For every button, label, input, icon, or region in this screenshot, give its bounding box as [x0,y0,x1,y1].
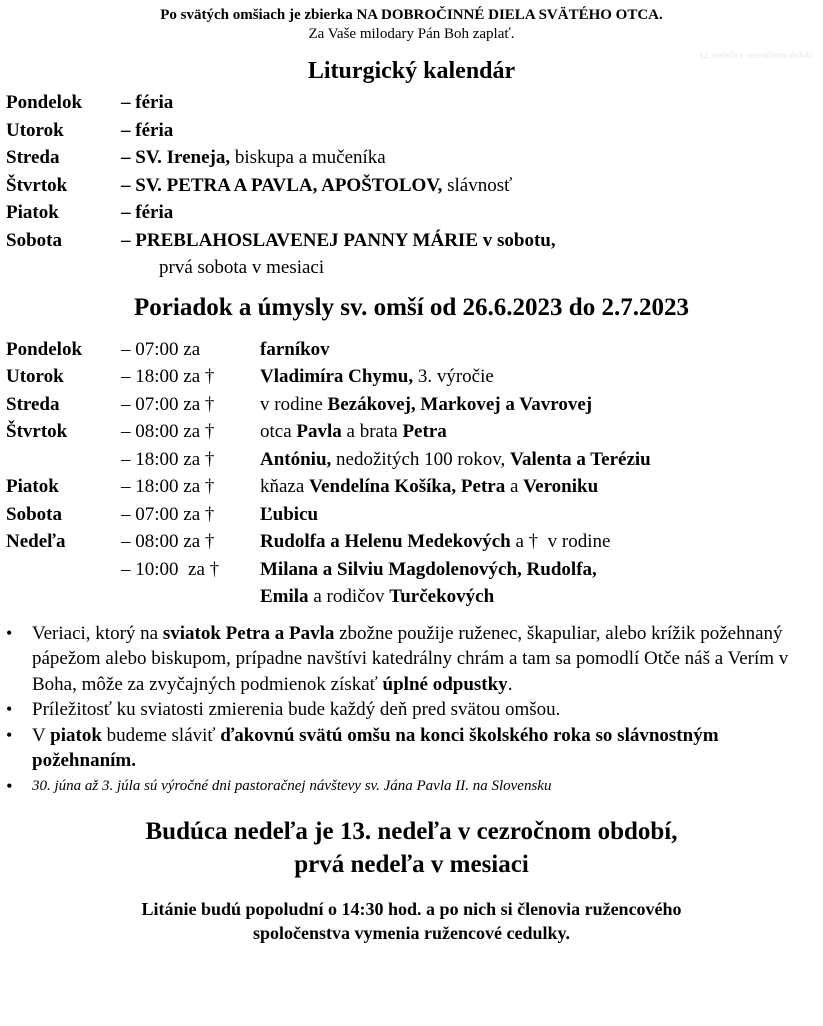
mass-time: – 07:00 za † [121,393,215,415]
litanie-line: spoločenstva vymenia ružencové cedulky. [253,923,570,943]
calendar-entry-text: – SV. PETRA A PAVLA, APOŠTOLOV, [121,174,443,196]
mass-intention [260,446,651,474]
mass-intention-text: Veroniku [523,476,599,497]
mass-intention-text: Emila [260,586,309,607]
mass-schedule [0,336,823,611]
mass-intention-text: kňaza [260,476,310,497]
day-label: Utorok [6,366,64,387]
day-label: Sobota [6,503,62,525]
collection-purpose: NA DOBROČINNÉ DIELA SVÄTÉHO OTCA. [356,7,663,23]
collection-prefix: Po svätých omšiach je zbierka [160,7,357,23]
calendar-row [0,117,823,145]
announcements-list [0,621,823,800]
mass-time: – 18:00 za † [121,366,215,387]
mass-intention-text: Pavla [296,421,342,442]
mass-title: Poriadok a úmysly sv. omší od 26.6.2023 do 2.7.2023 [134,293,689,321]
calendar-row [0,89,823,117]
day-label: Streda [6,393,60,415]
mass-intention-text: Petra [402,421,447,442]
mass-time: – 07:00 za † [121,503,215,525]
day-label: Nedeľa [6,531,66,552]
mass-intention [260,583,494,611]
mass-intention [260,473,598,501]
calendar-entry-text: biskupa a mučeníka [230,147,386,168]
calendar-title: Liturgický kalendár [307,58,516,84]
announcement-text: V [32,724,51,746]
mass-intention [260,501,318,529]
calendar-entry [121,89,173,117]
mass-time: – 10:00 za † [121,558,220,580]
litanie-notice [0,897,823,945]
mass-row [0,391,823,419]
day-label: Utorok [6,119,64,141]
calendar-entry [121,117,173,145]
calendar-entry [121,227,556,255]
mass-time: – 18:00 za † [121,476,215,497]
mass-row [0,528,823,556]
calendar-entry-text: – féria [121,92,174,113]
thanks-line: Za Vaše milodary Pán Boh zaplať. [308,26,515,42]
mass-row [0,336,823,364]
mass-row [0,501,823,529]
next-sunday-line: Budúca nedeľa je 13. nedeľa v cezročnom období, [145,818,678,845]
announcement-text: Príležitosť ku sviatosti zmierenia bude každý deň pred svätou omšou. [32,699,561,720]
announcement-item [4,723,811,774]
mass-time: – 08:00 za † [121,421,215,442]
mass-intention [260,528,610,556]
mass-intention-text: Turčekových [389,586,495,607]
day-label: Štvrtok [6,174,68,196]
announcement-text: 30. júna až 3. júla sú výročné dni pastoračnej návštevy sv. Jána Pavla II. na Slovensku [32,777,552,794]
mass-row [0,583,823,611]
mass-intention-text: nedožitých 100 rokov, [331,448,510,470]
day-label: Pondelok [6,338,83,360]
liturgical-calendar [0,89,823,282]
announcement-text: . [507,673,513,695]
calendar-row [0,144,823,172]
mass-intention-text: Valenta a Teréziu [509,448,651,470]
watermark-text: 12. nedeľa v cezročnom období [699,50,813,60]
announcement-text: úplné odpustky [382,673,508,695]
calendar-entry-text: prvá sobota v mesiaci [121,257,325,278]
announcement-item [4,774,811,800]
mass-row [0,446,823,474]
mass-intention-text: Antóniu, [260,448,332,470]
calendar-row [0,172,823,200]
mass-intention-text: Bezákovej, Markovej a Vavrovej [327,393,593,415]
collection-notice [0,0,823,44]
calendar-entry [121,144,386,172]
mass-time: – 07:00 za [121,338,201,360]
mass-intention-text: a † v rodine [510,531,611,552]
calendar-entry [121,254,324,282]
day-label: Pondelok [6,92,83,113]
announcement-text: zbožne použije ruženec, škapuliar, alebo krížik požehnaný pápežom alebo biskupom, prípadne navštívi katedrálny chrám a tam sa pomodlí Otče náš a Verím v Boha, môže za zvyčajných podmienok získať [32,622,789,695]
next-sunday-line: prvá nedeľa v mesiaci [294,851,529,878]
day-label: Piatok [6,202,59,223]
mass-intention [260,418,447,446]
mass-row [0,418,823,446]
day-label: Štvrtok [6,421,68,442]
mass-intention-text: farníkov [260,338,330,360]
mass-intention-text: v rodine [260,393,328,415]
mass-intention-text: Ľubicu [260,503,319,525]
announcement-text: piatok [50,724,102,746]
calendar-entry-text: – féria [121,119,174,141]
mass-intention-text: Vladimíra Chymu, [260,366,414,387]
mass-time: – 08:00 za † [121,531,215,552]
mass-row [0,363,823,391]
day-label: Streda [6,147,60,168]
mass-intention [260,556,597,584]
announcement-item [4,697,811,723]
mass-row [0,556,823,584]
calendar-entry [121,199,173,227]
announcement-text: sviatok Petra a Pavla [162,622,335,644]
day-label: Piatok [6,476,59,497]
calendar-entry-text: – SV. Ireneja, [121,147,231,168]
calendar-entry-text: – féria [121,202,174,223]
mass-intention-text: Vendelína Košíka, Petra [309,476,506,497]
mass-intention-text: a brata [341,421,403,442]
mass-intention [260,336,330,364]
mass-time: – 18:00 za † [121,448,215,470]
calendar-row [0,227,823,255]
calendar-row [0,199,823,227]
calendar-entry-text: slávnosť [442,174,513,196]
mass-intention-text: a rodičov [308,586,390,607]
calendar-entry [121,172,512,200]
announcement-text: ďakovnú svätú omšu na konci školského roka so slávnostným požehnaním. [32,724,719,771]
calendar-entry-text: – PREBLAHOSLAVENEJ PANNY MÁRIE v sobotu, [121,229,556,251]
announcement-text: Veriaci, ktorý na [32,622,163,644]
litanie-line: Litánie budú popoludní o 14:30 hod. a po nich si členovia ružencového [141,899,682,919]
mass-row [0,473,823,501]
announcement-item [4,621,811,698]
mass-intention [260,363,494,391]
mass-intention [260,391,592,419]
day-label: Sobota [6,229,62,251]
mass-intention-text: Milana a Silviu Magdolenových, Rudolfa, [260,558,597,580]
collection-line [0,6,823,25]
next-sunday-notice [0,815,823,881]
mass-intention-text: Rudolfa a Helenu Medekových [260,531,511,552]
mass-intention-text: 3. výročie [413,366,494,387]
mass-intention-text: a [505,476,524,497]
announcement-text: budeme sláviť [101,724,221,746]
calendar-row [0,254,823,282]
mass-intention-text: otca [260,421,297,442]
